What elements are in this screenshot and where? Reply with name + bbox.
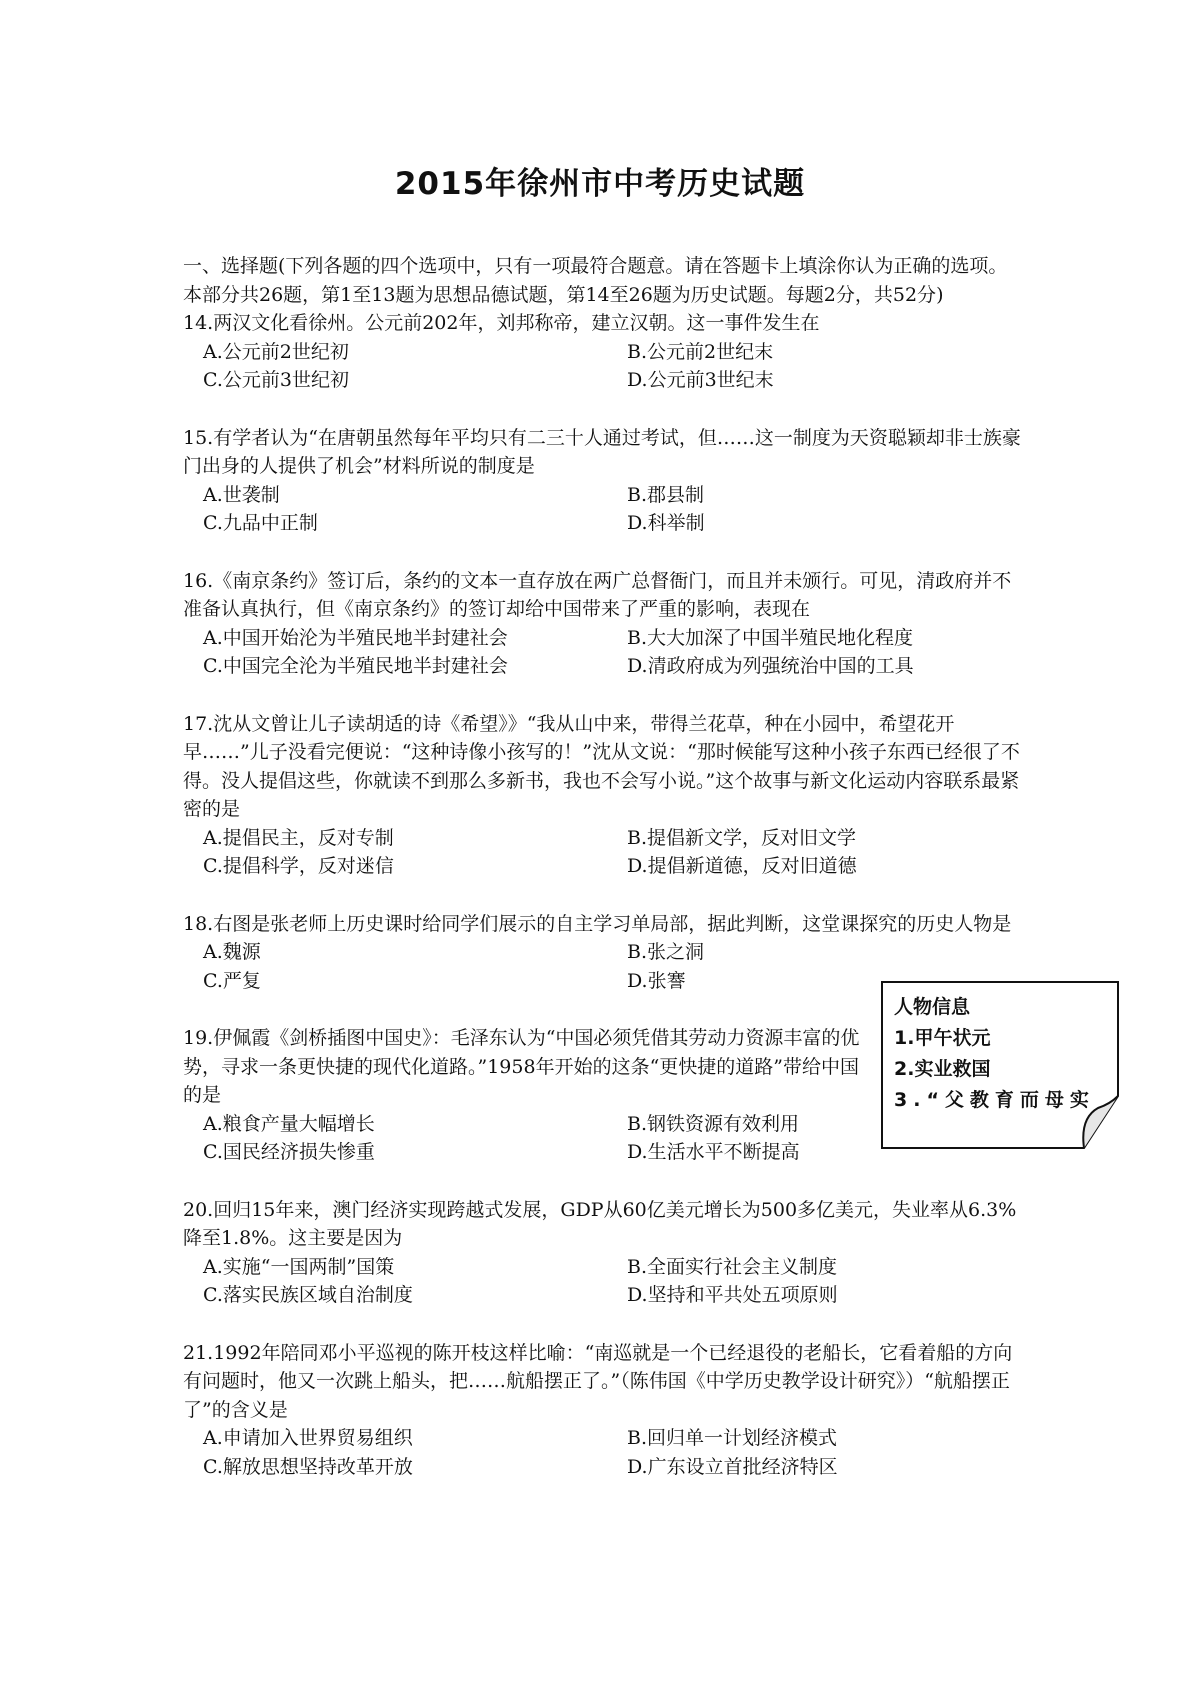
option-d: D.清政府成为列强统治中国的工具 bbox=[627, 655, 914, 678]
option-list bbox=[183, 481, 1023, 538]
option-a: A.实施“一国两制”国策 bbox=[203, 1255, 395, 1278]
person-info-card bbox=[880, 980, 1120, 1150]
option-c: C.落实民族区域自治制度 bbox=[203, 1284, 413, 1307]
option-list bbox=[183, 1253, 1023, 1310]
option-list bbox=[183, 338, 1023, 395]
option-c: C.严复 bbox=[203, 969, 261, 992]
option-b: B.郡县制 bbox=[627, 483, 705, 506]
exam-content bbox=[183, 252, 1023, 1510]
option-a: A.粮食产量大幅增长 bbox=[203, 1112, 375, 1135]
info-heading: 人物信息 bbox=[894, 996, 971, 1018]
option-c: C.国民经济损失惨重 bbox=[203, 1141, 375, 1164]
option-c: C.中国完全沦为半殖民地半封建社会 bbox=[203, 655, 508, 678]
question-text: 17.沈从文曾让儿子读胡适的诗《希望》》“我从山中来，带得兰花草，种在小园中，希望花开早……”儿子没看完便说：“这种诗像小孩写的！”沈从文说：“那时候能写这种小孩子东西已经很了不得。没人提倡这些，你就读不到那么多新书，我也不会写小说。”这个故事与新文化运动内容联系最紧密的是 bbox=[183, 712, 1020, 821]
question-16 bbox=[183, 567, 1023, 681]
question-14 bbox=[183, 309, 1023, 395]
option-a: A.世袭制 bbox=[203, 483, 280, 506]
option-a: A.魏源 bbox=[203, 941, 261, 964]
question-text: 14.两汉文化看徐州。公元前202年，刘邦称帝，建立汉朝。这一事件发生在 bbox=[183, 312, 820, 335]
question-text: 19.伊佩霞《剑桥插图中国史》：毛泽东认为“中国必须凭借其劳动力资源丰富的优势，寻求一条更快捷的现代化道路。”1958年开始的这条“更快捷的道路”带给中国的是 bbox=[183, 1027, 860, 1107]
info-line-1: 1.甲午状元 bbox=[894, 1027, 991, 1049]
option-a: A.公元前2世纪初 bbox=[203, 340, 349, 363]
option-d: D.公元前3世纪末 bbox=[627, 369, 774, 392]
option-c: C.九品中正制 bbox=[203, 512, 318, 535]
option-list bbox=[183, 824, 1023, 881]
question-text: 18.右图是张老师上历史课时给同学们展示的自主学习单局部，据此判断，这堂课探究的历史人物是 bbox=[183, 912, 1012, 935]
question-text: 20.回归15年来，澳门经济实现跨越式发展，GDP从60亿美元增长为500多亿美元，失业率从6.3%降至1.8%。这主要是因为 bbox=[183, 1198, 1017, 1250]
question-15 bbox=[183, 424, 1023, 538]
option-list bbox=[183, 624, 1023, 681]
option-d: D.张謇 bbox=[627, 969, 686, 992]
option-b: B.大大加深了中国半殖民地化程度 bbox=[627, 626, 914, 649]
option-list bbox=[183, 1424, 1023, 1481]
option-d: D.科举制 bbox=[627, 512, 705, 535]
option-b: B.提倡新文学，反对旧文学 bbox=[627, 826, 857, 849]
section-instructions: 一、选择题(下列各题的四个选项中，只有一项最符合题意。请在答题卡上填涂你认为正确的选项。本部分共26题，第1至13题为思想品德试题，第14至26题为历史试题。每题2分，共52分) bbox=[183, 255, 1008, 306]
question-text: 21.1992年陪同邓小平巡视的陈开枝这样比喻：“南巡就是一个已经退役的老船长，它看着船的方向有问题时，他又一次跳上船头，把……航船摆正了。”（陈伟国《中学历史教学设计研究》）“航船摆正了”的含义是 bbox=[183, 1341, 1013, 1421]
option-b: B.回归单一计划经济模式 bbox=[627, 1427, 838, 1450]
option-d: D.坚持和平共处五项原则 bbox=[627, 1284, 838, 1307]
option-d: D.生活水平不断提高 bbox=[627, 1141, 800, 1164]
question-17 bbox=[183, 710, 1023, 882]
question-text: 16.《南京条约》签订后，条约的文本一直存放在两广总督衙门，而且并未颁行。可见，清政府并不准备认真执行，但《南京条约》的签订却给中国带来了严重的影响，表现在 bbox=[183, 569, 1012, 621]
option-d: D.广东设立首批经济特区 bbox=[627, 1455, 838, 1478]
info-line-2: 2.实业救国 bbox=[894, 1058, 991, 1080]
option-c: C.公元前3世纪初 bbox=[203, 369, 349, 392]
question-20 bbox=[183, 1196, 1023, 1310]
info-line-3: 3.“父教育而母实 bbox=[894, 1089, 1095, 1111]
question-text: 15.有学者认为“在唐朝虽然每年平均只有二三十人通过考试，但……这一制度为天资聪颖却非士族豪门出身的人提供了机会”材料所说的制度是 bbox=[183, 426, 1021, 478]
question-21 bbox=[183, 1339, 1023, 1482]
option-a: A.中国开始沦为半殖民地半封建社会 bbox=[203, 626, 508, 649]
option-a: A.申请加入世界贸易组织 bbox=[203, 1427, 413, 1450]
option-b: B.钢铁资源有效利用 bbox=[627, 1112, 800, 1135]
option-b: B.张之洞 bbox=[627, 941, 705, 964]
option-a: A.提倡民主，反对专制 bbox=[203, 826, 394, 849]
option-b: B.全面实行社会主义制度 bbox=[627, 1255, 838, 1278]
page-title: 2015年徐州市中考历史试题 bbox=[394, 166, 806, 202]
option-d: D.提倡新道德，反对旧道德 bbox=[627, 855, 857, 878]
option-b: B.公元前2世纪末 bbox=[627, 340, 774, 363]
option-c: C.提倡科学，反对迷信 bbox=[203, 855, 394, 878]
option-c: C.解放思想坚持改革开放 bbox=[203, 1455, 413, 1478]
